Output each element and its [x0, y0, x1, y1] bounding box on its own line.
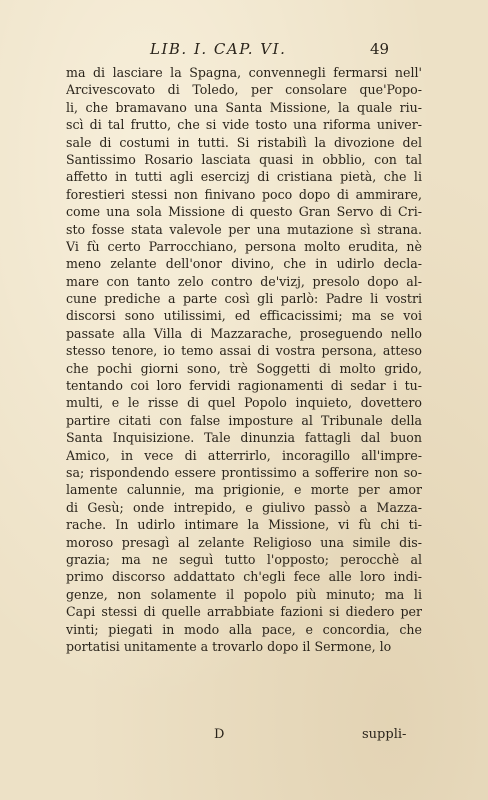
text-line: Amico, in vece di atterrirlo, incoragillo all'impre- — [66, 447, 422, 463]
running-head — [0, 40, 488, 60]
text-line: cune prediche a parte così gli parlò: Padre li vostri — [66, 291, 422, 307]
page-number: 49 — [370, 40, 390, 58]
running-title: LIB. I. CAP. VI. — [150, 40, 287, 58]
text-line: rache. In udirlo intimare la Missione, vi fù chi ti- — [66, 517, 422, 533]
text-line: lamente calunnie, ma prigionie, e morte per amor — [66, 482, 422, 498]
text-line: portatisi unitamente a trovarlo dopo il Sermone, lo — [66, 638, 392, 654]
text-line: scì di tal frutto, che si vide tosto una riforma univer- — [66, 117, 422, 133]
body-text — [66, 64, 422, 655]
text-line: grazia; ma ne seguì tutto l'opposto; perocchè al — [66, 551, 422, 567]
text-line: sa; rispondendo essere prontissimo a sofferire non so- — [66, 464, 422, 480]
text-line: che pochi giorni sono, trè Soggetti di molto grido, — [66, 360, 422, 376]
text-line: li, che bramavano una Santa Missione, la quale riu- — [66, 99, 422, 115]
text-line: tentando coi loro fervidi ragionamenti di sedar i tu- — [66, 378, 422, 394]
text-line: moroso presagì al zelante Religioso una simile dis- — [66, 534, 422, 550]
catchword: suppli- — [362, 727, 407, 742]
text-line: Santa Inquisizione. Tale dinunzia fattagli dal buon — [66, 430, 422, 446]
page-footer — [0, 727, 488, 747]
text-line: meno zelante dell'onor divino, che in udirlo decla- — [66, 256, 422, 272]
text-line: Santissimo Rosario lasciata quasi in obblio, con tal — [66, 151, 422, 167]
text-line: Capi stessi di quelle arrabbiate fazioni si diedero per — [66, 604, 422, 620]
text-line: di Gesù; onde intrepido, e giulivo passò a Mazza- — [66, 499, 422, 515]
text-line: partire citati con false imposture al Tribunale della — [66, 412, 422, 428]
text-line: sto fosse stata valevole per una mutazione sì strana. — [66, 221, 422, 237]
text-line: passate alla Villa di Mazzarache, proseguendo nello — [66, 325, 422, 341]
text-line: discorsi sono utilissimi, ed efficacissimi; ma se voi — [66, 308, 422, 324]
text-line: Vi fù certo Parrocchiano, persona molto erudita, nè — [66, 238, 422, 254]
text-line: forestieri stessi non finivano poco dopo di ammirare, — [66, 186, 422, 202]
text-line: multi, e le risse di quel Popolo inquieto, dovettero — [66, 395, 422, 411]
text-line: ma di lasciare la Spagna, convennegli fermarsi nell' — [66, 65, 422, 80]
text-line: Arcivescovato di Toledo, per consolare que'Popo- — [66, 82, 422, 98]
text-line: affetto in tutti agli esercizj di cristiana pietà, che li — [66, 169, 422, 185]
signature-mark: D — [214, 727, 225, 742]
text-line: mare con tanto zelo contro de'vizj, presolo dopo al- — [66, 273, 422, 289]
text-line: come una sola Missione di questo Gran Servo di Cri- — [66, 204, 422, 220]
text-line: genze, non solamente il popolo più minuto; ma li — [66, 586, 422, 602]
text-line: primo discorso addattato ch'egli fece alle loro indi- — [66, 569, 422, 585]
text-line: vinti; piegati in modo alla pace, e concordia, che — [66, 621, 422, 637]
text-line: stesso tenore, io temo assai di vostra persona, atteso — [66, 343, 422, 359]
text-line: sale di costumi in tutti. Si ristabilì la divozione del — [66, 134, 422, 150]
